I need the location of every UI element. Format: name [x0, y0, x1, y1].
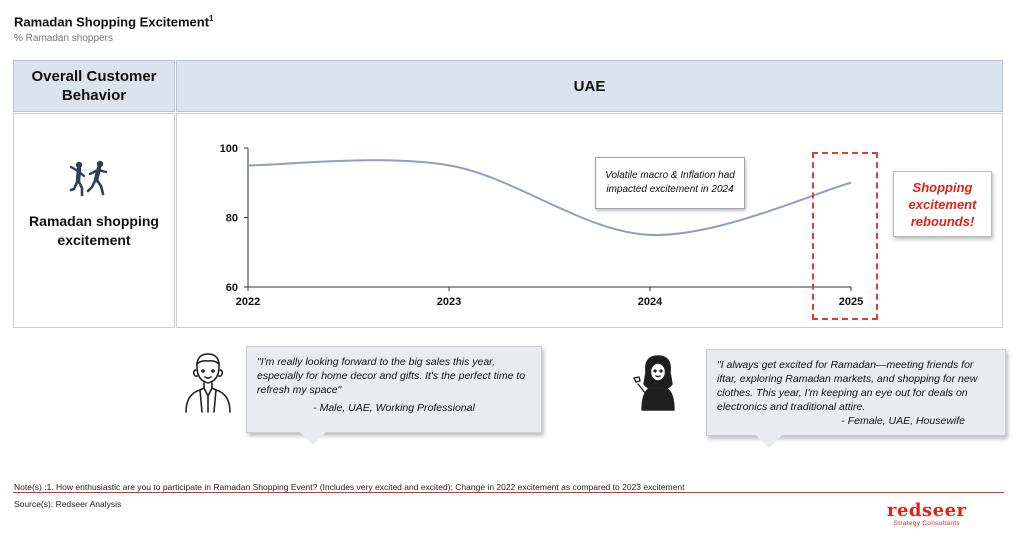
series-line: [248, 160, 851, 235]
quote-text: "I always get excited for Ramadan—meeting friends for iftar, exploring Ramadan markets, and shopping for new clothes. This year, I'm keeping an eye out for deals on electronics and traditional attire.: [717, 359, 978, 413]
row-label: Ramadan shopping excitement: [29, 213, 159, 248]
callout-volatility: Volatile macro & Inflation had impacted excitement in 2024: [595, 157, 745, 209]
highlight-2025-box: [812, 152, 878, 320]
y-tick-label: 60: [225, 282, 238, 294]
page-title: Ramadan Shopping Excitement$^1$: [14, 14, 214, 30]
male-professional-icon: [180, 350, 236, 414]
chart-axes: [244, 148, 851, 291]
chart-tick-labels: [220, 143, 864, 308]
x-tick-label: 2023: [436, 296, 462, 308]
footer-divider: [13, 492, 1004, 493]
y-tick-label: 100: [219, 143, 238, 155]
x-tick-label: 2022: [235, 296, 261, 308]
page-subtitle: % Ramadan shoppers: [14, 33, 113, 44]
footnote: Note(s) :1. How enthusiastic are you to participate in Ramadan Shopping Event? (Includes very excited and excited); Change in 2022 excitement as compared to 2023 excitement: [14, 482, 685, 492]
chart-series: [248, 160, 851, 235]
title-footnote-marker: 1: [209, 14, 214, 23]
source-note: Source(s): Redseer Analysis: [14, 499, 122, 509]
y-tick-label: 80: [225, 212, 238, 225]
quote-attribution: - Female, UAE, Housewife: [841, 415, 965, 427]
quote-tail: [756, 435, 782, 448]
table-header-left: Overall Customer Behavior: [13, 60, 175, 112]
quote-card-male: [246, 346, 542, 433]
callout-rebound: Shopping excitement rebounds!: [893, 171, 992, 237]
quote-text: "I'm really looking forward to the big sales this year, especially for home decor and gifts. It's the perfect time to refresh my space": [257, 356, 526, 396]
x-tick-label: 2025: [838, 296, 864, 308]
redseer-logo: redseer Strategy Consultants: [887, 500, 967, 527]
female-hijab-icon: [628, 350, 684, 412]
table-header-right: UAE: [176, 60, 1003, 112]
quote-card-female: [706, 349, 1006, 436]
quote-attribution: - Male, UAE, Working Professional: [313, 402, 475, 414]
quote-tail: [300, 432, 326, 445]
x-tick-label: 2024: [637, 296, 663, 308]
